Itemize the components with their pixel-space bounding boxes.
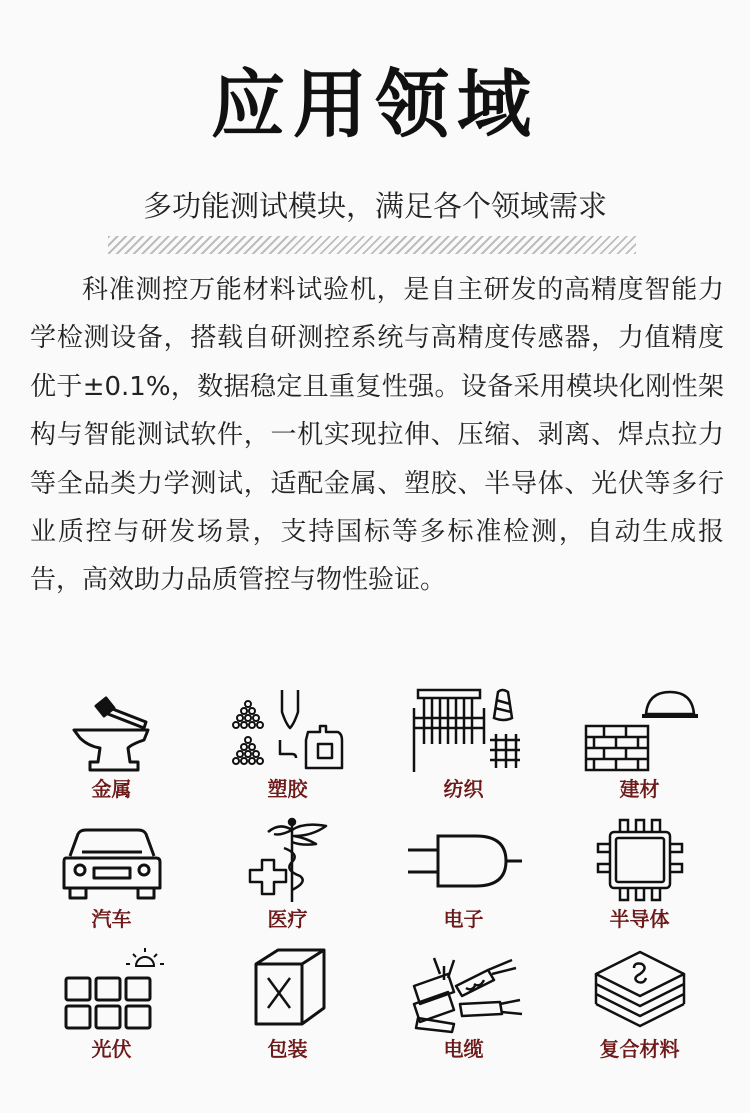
field-label: 医疗 (267, 907, 308, 931)
pellets-bottle-icon (228, 684, 348, 774)
cable-icon (404, 944, 524, 1034)
box-icon (228, 944, 348, 1034)
field-label: 汽车 (91, 907, 132, 931)
field-label: 塑胶 (267, 777, 308, 801)
car-icon (52, 814, 172, 904)
layered-sheets-icon (580, 944, 700, 1034)
page-subtitle: 多功能测试模块，满足各个领域需求 (142, 189, 607, 223)
field-label: 建材 (619, 777, 660, 801)
field-label: 纺织 (443, 777, 484, 801)
field-plastic (200, 684, 375, 814)
intro-paragraph: 科准测控万能材料试验机，是自主研发的高精度智能力学检测设备，搭载自研测控系统与高精度传感器，力值精度优于±0.1%，数据稳定且重复性强。设备采用模块化刚性架构与智能测试软件，一机实现拉伸、压缩、剥离、焊点拉力等全品类力学测试，适配金属、塑胶、半导体、光伏等多行业质控与研发场景，支持国标等多标准检测，自动生成报告，高效助力品质管控与物性验证。 (30, 275, 724, 596)
field-semiconductor (552, 814, 727, 944)
field-photovoltaic (24, 944, 199, 1074)
anvil-hammer-icon (52, 684, 172, 774)
field-label: 电子 (443, 907, 484, 931)
and-gate-icon (404, 814, 524, 904)
chip-icon (580, 814, 700, 904)
page-title: 应用领域 (211, 62, 539, 148)
solar-panel-icon (52, 944, 172, 1034)
field-label: 半导体 (609, 907, 670, 931)
field-label: 金属 (91, 777, 132, 801)
caduceus-icon (228, 814, 348, 904)
field-label: 光伏 (91, 1037, 132, 1061)
field-electronics (376, 814, 551, 944)
field-packaging (200, 944, 375, 1074)
loom-icon (404, 684, 524, 774)
field-metal (24, 684, 199, 814)
field-textile (376, 684, 551, 814)
field-label: 复合材料 (599, 1037, 680, 1061)
field-cable (376, 944, 551, 1074)
field-medical (200, 814, 375, 944)
hatch-divider (108, 236, 636, 254)
application-grid (24, 684, 726, 1074)
brick-wall-helmet-icon (580, 684, 700, 774)
field-building-materials (552, 684, 727, 814)
field-label: 包装 (267, 1037, 308, 1061)
field-label: 电缆 (443, 1037, 484, 1061)
field-automotive (24, 814, 199, 944)
field-composite-materials (552, 944, 727, 1074)
